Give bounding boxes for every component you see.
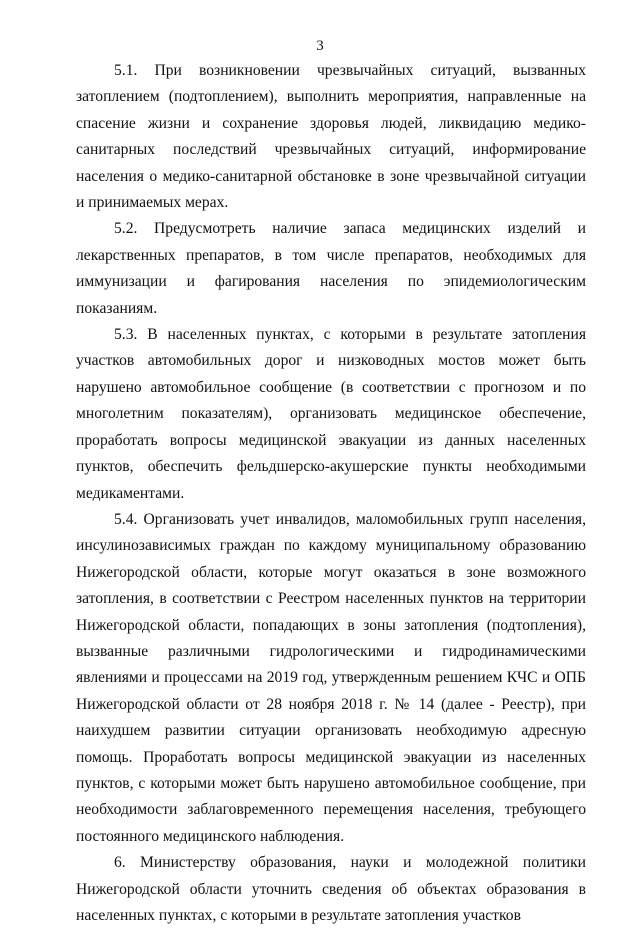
- paragraph-6: 6. Министерству образования, науки и молодежной политики Нижегородской области уточнить сведения об объектах образования в населенных пунктах, с которыми в результате затопления участков: [76, 854, 586, 924]
- paragraph-5-1: 5.1. При возникновении чрезвычайных ситуаций, вызванных затоплением (подтоплением), выполнить мероприятия, направленные на спасение жизни и сохранение здоровья людей, ликвидацию медико-санитарных последствий чрезвычайных ситуаций, информирование населения о медико-санитарной обстановке в зоне чрезвычайной ситуации и принимаемых мерах.: [76, 62, 586, 212]
- paragraph-5-3: 5.3. В населенных пунктах, с которыми в результате затопления участков автомобильных дорог и низководных мостов может быть нарушено автомобильное сообщение (в соответствии с прогнозом и по многолетним показателям), организовать медицинское обеспечение, проработать вопросы медицинской эвакуации из данных населенных пунктов, обеспечить фельдшерско-акушерские пункты необходимыми медикаментами.: [76, 326, 586, 502]
- paragraph-5-2: 5.2. Предусмотреть наличие запаса медицинских изделий и лекарственных препаратов, в том числе препаратов, необходимых для иммунизации и фагирования населения по эпидемиологическим показаниям.: [76, 220, 586, 317]
- page-number: 3: [316, 38, 324, 54]
- paragraph-5-4: 5.4. Организовать учет инвалидов, маломобильных групп населения, инсулинозависимых граждан по каждому муниципальному образованию Нижегородской области, которые могут оказаться в зоне возможного затопления, в соответствии с Реестром населенных пунктов на территории Нижегородской области, попадающих в зоны затопления (подтопления), вызванные различными гидрологическими и гидродинамическими явлениями и процессами на 2019 год, утвержденным решением КЧС и ОПБ Нижегородской области от 28 ноября 2018 г. № 14 (далее - Реестр), при наихудшем развитии ситуации организовать необходимую адресную помощь. Проработать вопросы медицинской эвакуации из населенных пунктов, с которыми может быть нарушено автомобильное сообщение, при необходимости заблаговременного перемещения населения, требующего постоянного медицинского наблюдения.: [76, 510, 586, 845]
- document-body: [76, 58, 586, 929]
